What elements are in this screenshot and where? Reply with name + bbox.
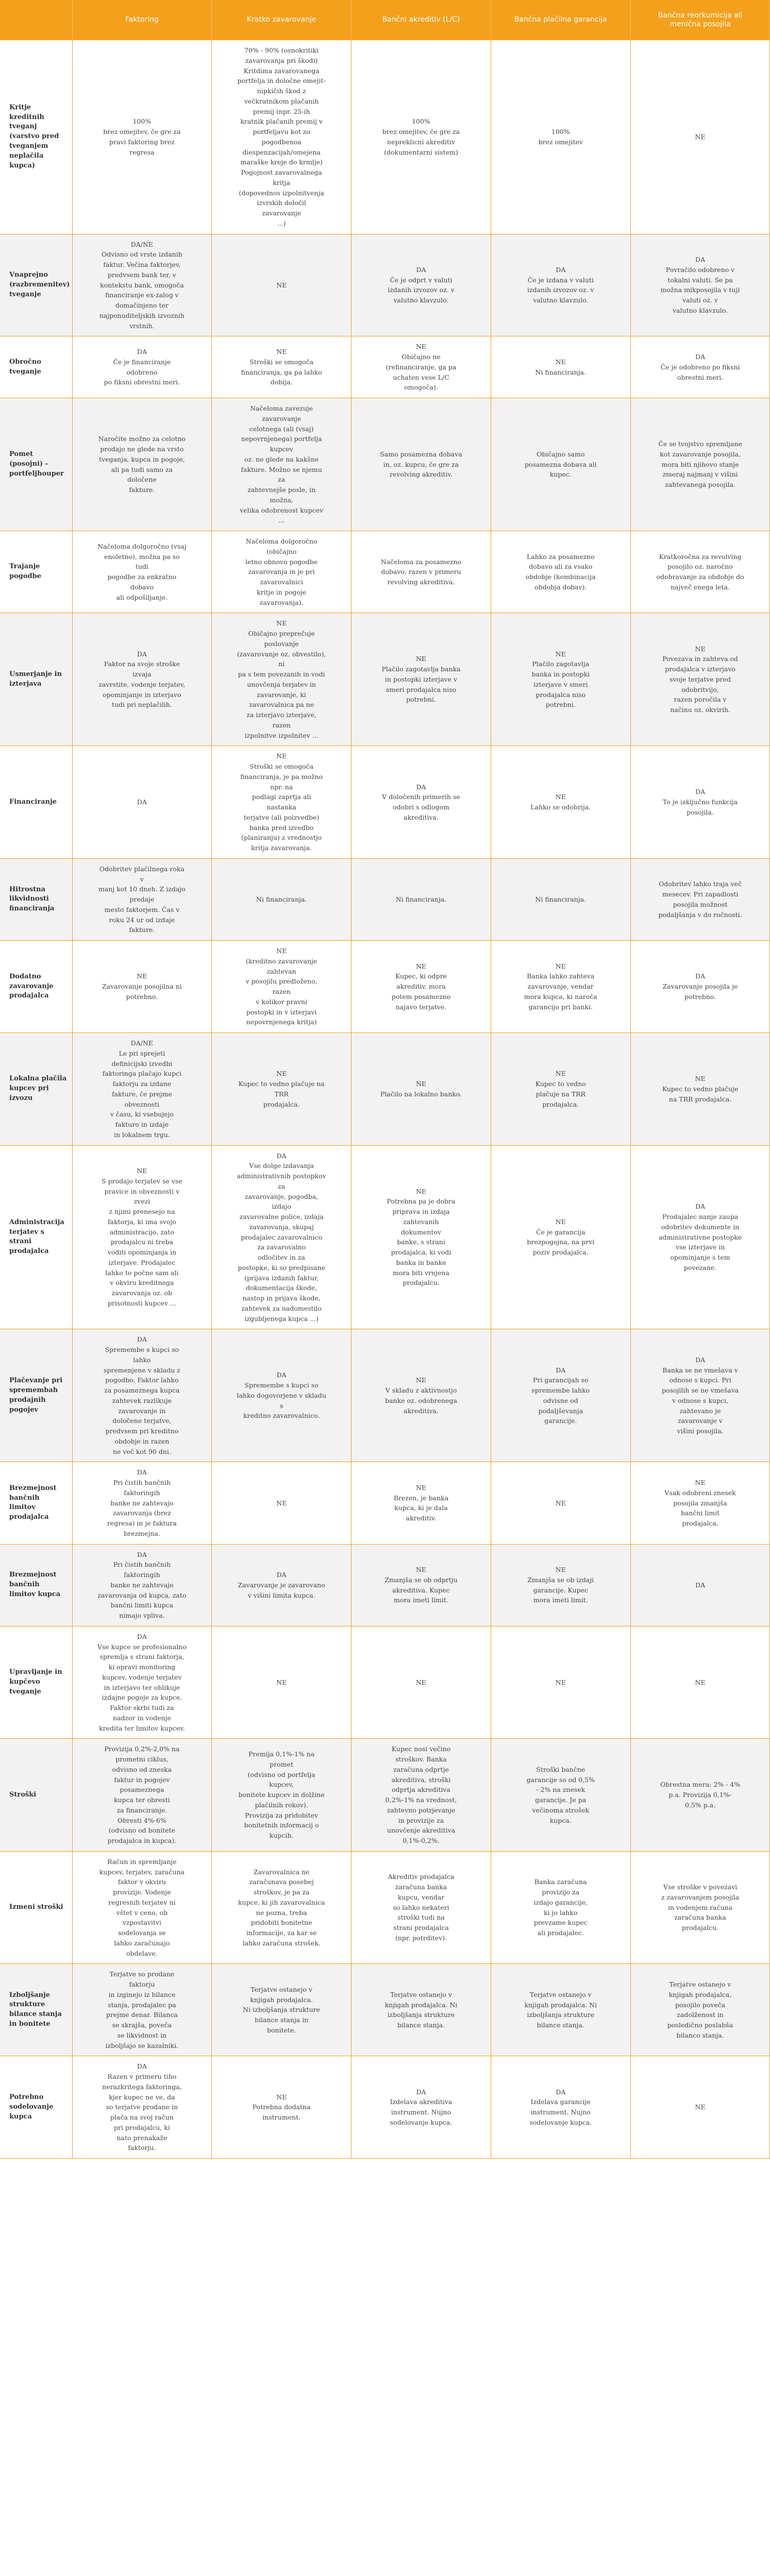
cell-bancna-garancija: 100% brez omejitev bbox=[491, 40, 630, 234]
cell-kratko-zavarovanje: NE Kupec to vedno plačuje na TRR prodajalca. bbox=[212, 1033, 351, 1146]
cell-faktoring: DA Spremembe s kupci so lahko spremenjene v skladu z pogodbo. Faktor lahko za posameznega kupca zahtevek razlikuje zavarovanje in določene terjatve, predvsem pri kreditno obdobje in razen ne več kot 90 dni. bbox=[72, 1329, 212, 1462]
cell-faktoring: Načeloma dolgoročno (vsaj enoletno), možna pa so tudi pogodbe za enkratno dobavo ali odpošiljanje. bbox=[72, 531, 212, 613]
cell-faktoring: DA Faktor na svoje stroške izvaja zavrstite, vodenje terjatev, opominjanje in izterjavo tudi pri neplačilih. bbox=[72, 613, 212, 746]
cell-kratko-zavarovanje: NE bbox=[212, 1626, 351, 1739]
header-faktoring: Faktoring bbox=[72, 0, 212, 40]
cell-faktoring: DA Če je financiranje odobreno po fiksni obrestni meri. bbox=[72, 336, 212, 398]
cell-kratko-zavarovanje: NE Stroški se omogoča financiranja, ga pa lahko dobija. bbox=[212, 336, 351, 398]
cell-bancna-garancija: DA Izdelava garancije instrument. Nujno sodelovanje kupca. bbox=[491, 2056, 630, 2159]
cell-bancna-reeskontacija: DA Banka se ne vmešava v odnose s kupci. Pri posojilih se ne vmešava v odnose s kupci, zahtevano je zavarovanje v višini posojila. bbox=[630, 1329, 770, 1462]
cell-bancna-reeskontacija: NE bbox=[630, 2056, 770, 2159]
cell-bancni-akreditiv: NE Kupec, ki odpre akreditiv, mora potem posamezno najavo terjatve. bbox=[351, 941, 491, 1033]
cell-bancna-reeskontacija: Obrestna mera: 2% - 4% p.a. Provizija 0,1%- 0,5% p.a. bbox=[630, 1739, 770, 1852]
cell-bancna-reeskontacija: DA bbox=[630, 1544, 770, 1626]
cell-kratko-zavarovanje: Zavarovalnica ne zaračunava posebej stroškov, je pa za kupce, ki jih zavarovalnica ne pozna, treba pridobiti bonitetne informacije, za kar se lahko zaračuna strošek. bbox=[212, 1851, 351, 1964]
cell-bancna-reeskontacija: NE Vsak odobreni znesek posojila zmanjša bančni limit prodajalca. bbox=[630, 1462, 770, 1544]
header-bancna-reeskontacija: Bančna reorkumicija ali menična posojila bbox=[630, 0, 770, 40]
row-label: Upravljanje in kupčevo tveganje bbox=[0, 1626, 72, 1739]
cell-faktoring: DA bbox=[72, 746, 212, 859]
header-bancni-akreditiv: Bančni akreditiv (L/C) bbox=[351, 0, 491, 40]
cell-bancna-reeskontacija: Terjatve ostanejo v knjigah prodajalca, posojilo poveča zadolženost in posledično poslabša bilanco stanja. bbox=[630, 1964, 770, 2056]
cell-faktoring: Odobritev plačilnega roka v manj kot 10 dneh. Z izdajo predaje mesto faktorjem. Čas v roku 24 ur od izdaje fakture. bbox=[72, 858, 212, 940]
cell-kratko-zavarovanje: NE bbox=[212, 234, 351, 336]
table-row bbox=[0, 1033, 770, 1146]
cell-kratko-zavarovanje: NE bbox=[212, 1462, 351, 1544]
cell-bancni-akreditiv: NE V skladu z aktivnostjo banke oz. odobrenega akreditiva. bbox=[351, 1329, 491, 1462]
cell-kratko-zavarovanje: Ni financiranja. bbox=[212, 858, 351, 940]
cell-bancna-reeskontacija: DA Zavarovanje posojila je potrebno. bbox=[630, 941, 770, 1033]
cell-bancni-akreditiv: Terjatve ostanejo v knjigah prodajalca. Ni izboljšanja strukture bilance stanja. bbox=[351, 1964, 491, 2056]
cell-bancni-akreditiv: DA Če je odprt v valuti izdanih izvozov oz. v valutno klavzulo. bbox=[351, 234, 491, 336]
cell-bancna-reeskontacija: Če se tvojstvo spremljane kot zavarovanje posojila, mora biti njihovo stanje zmeraj najmanj v višini zahtevanega posojila. bbox=[630, 398, 770, 531]
cell-faktoring: NE S prodajo terjatev se vse pravice in obveznosti v zvezi z njimi prenesejo na faktorja, ki ima svojo administracijo, zato prodajalcu ni treba voditi opominjanja in izterjave. Prodajalec lahko to počne sam ali v okviru kreditnega zavarovanja oz. ob prisotnosti kupcev ... bbox=[72, 1145, 212, 1329]
cell-bancna-reeskontacija: Vse stroške v povezavi z zavarovanjem posojila in vodenjem računa zaračuna banka prodajalcu. bbox=[630, 1851, 770, 1964]
cell-faktoring: Račun in spremljanje kupcev, terjatev, zaračuna faktor v okviru provizije. Vodenje regresnih terjatev ni vštet v ceno, ob vzpostavitvi sodelovanja se lahko zaračunajo obdelave. bbox=[72, 1851, 212, 1964]
row-label: Izboljšanje strukture bilance stanja in bonitete bbox=[0, 1964, 72, 2056]
cell-faktoring: DA Pri čistih bančnih faktoringih banke ne zahtevajo zavarovanja (brez regresa) in je faktura brezmejna. bbox=[72, 1462, 212, 1544]
cell-bancni-akreditiv: Samo posamezna dobava in, oz. kupcu, če gre za revolving akreditiv. bbox=[351, 398, 491, 531]
table-row bbox=[0, 336, 770, 398]
cell-bancni-akreditiv: Načeloma za posamezno dobavo, razen v primeru revolving akreditiva. bbox=[351, 531, 491, 613]
table-row bbox=[0, 1851, 770, 1964]
row-label: Pomet (posojni) - portfeljhouper bbox=[0, 398, 72, 531]
cell-kratko-zavarovanje: NE Potrebna dodatna instrument. bbox=[212, 2056, 351, 2159]
cell-kratko-zavarovanje: Načeloma dolgoročno (običajno letno obnovo pogodbe zavarovanja in je pri zavarovalnici kritje in pogoje zavarovanja). bbox=[212, 531, 351, 613]
cell-kratko-zavarovanje: DA Spremembe s kupci so lahko dogovorjene v skladu s kreditno zavarovalnico. bbox=[212, 1329, 351, 1462]
cell-faktoring: DA/NE Le pri sprejeti definicijski izvedbi faktoringa plačajo kupci faktorju za izdane fakture, če prejme obveznosti v času, ki vsebujejo fakturo in izdaje in lokalnem trgu. bbox=[72, 1033, 212, 1146]
cell-bancni-akreditiv: Ni financiranja. bbox=[351, 858, 491, 940]
table-row bbox=[0, 858, 770, 940]
row-label: Obročno tveganje bbox=[0, 336, 72, 398]
cell-bancni-akreditiv: NE bbox=[351, 1626, 491, 1739]
header-kratko-zavarovanje: Kratko zavarovanje bbox=[212, 0, 351, 40]
cell-kratko-zavarovanje: DA Vse dolge izdavanja administrativnih postopkov za zavarovanje, pogodba, izdajo zavarovalne police, izdaja zavarovanja, skupaj prodajalec zavarovalnico za zavarovalno odločitev in za postopke, ki so predpisane (prijava izdanih faktur, dokumentacija škode, nastop in prijava škode, zahtevek za nadomestilo izgubljenega kupca ...) bbox=[212, 1145, 351, 1329]
cell-bancni-akreditiv: NE Plačilo zagotavlja banka in postopki izterjave v smeri prodajalca niso potrebni. bbox=[351, 613, 491, 746]
cell-kratko-zavarovanje: NE Običajno preprečuje poslovanje (zavarovanje oz. obvestilo), ni pa s tem povezanih in vodi unovčenja terjatev in zavarovanje, ki zavarovalnica pa ne za izterjavo izterjave, razen izpolnitve izpolnitev ... bbox=[212, 613, 351, 746]
row-label: Izmeni stroški bbox=[0, 1851, 72, 1964]
table-row bbox=[0, 1544, 770, 1626]
cell-bancni-akreditiv: DA V določenih primerih se odobri s odlogom akreditiva. bbox=[351, 746, 491, 859]
table-row bbox=[0, 1145, 770, 1329]
cell-bancna-reeskontacija: DA Povračilo odobreno v tokalni valuti. Se pa možna mikposojila v tuji valuti oz. v valutno klavzulo. bbox=[630, 234, 770, 336]
cell-bancna-garancija: NE bbox=[491, 1462, 630, 1544]
cell-bancni-akreditiv: 100% brez omejitev, če gre za nepreklicni akreditiv (dokumentarni sistem) bbox=[351, 40, 491, 234]
cell-bancna-reeskontacija: Odobritev lahko traja več mesecev. Pri zapadlosti posojila možnost podaljšanja v do ročnosti. bbox=[630, 858, 770, 940]
row-label: Administracija terjatev s strani prodajalca bbox=[0, 1145, 72, 1329]
cell-faktoring: NE Zavarovanje posojilna ni potrebno. bbox=[72, 941, 212, 1033]
row-label: Plačevanje pri spremembah prodajnih pogojev bbox=[0, 1329, 72, 1462]
table-row bbox=[0, 1739, 770, 1852]
cell-bancni-akreditiv: NE Zmanjša se ob odprtju akreditiva. Kupec mora imeti limit. bbox=[351, 1544, 491, 1626]
row-label: Potrebno sodelovanje kupca bbox=[0, 2056, 72, 2159]
table-row bbox=[0, 1329, 770, 1462]
table-row bbox=[0, 1462, 770, 1544]
row-label: Brezmejnost bančnih limitov kupca bbox=[0, 1544, 72, 1626]
row-label: Financiranje bbox=[0, 746, 72, 859]
header-corner bbox=[0, 0, 72, 40]
cell-kratko-zavarovanje: Premija 0,1%-1% na promet (odvisno od portfelja kupcev, bonitete kupcev in dolžine plačilnih rokov). Provizija za pridobitev bonitetnih informacij o kupcih. bbox=[212, 1739, 351, 1852]
table-row bbox=[0, 941, 770, 1033]
cell-bancna-reeskontacija: DA Prodajalec nanje zaupa odobritev dokumente in administrativne postopke vse izterjave in opominjanje s tem povezane. bbox=[630, 1145, 770, 1329]
cell-bancna-garancija: Terjatve ostanejo v knjigah prodajalca. Ni izboljšanja strukture bilance stanja. bbox=[491, 1964, 630, 2056]
cell-bancna-garancija: Ni financiranja. bbox=[491, 858, 630, 940]
row-label: Dodatno zavarovanje prodajalca bbox=[0, 941, 72, 1033]
cell-bancna-garancija: NE Plačilo zagotavlja banka in postopki izterjave v smeri prodajalca niso potrebni. bbox=[491, 613, 630, 746]
cell-faktoring: Provizija 0,2%-2,0% na prometni ciklus, odvisno od zneska faktur in pogojev posameznega kupca ter obresti za financiranje. Obresti 4%-6% (odvisno od bonitete prodajalca in kupca). bbox=[72, 1739, 212, 1852]
table-row bbox=[0, 613, 770, 746]
table-row bbox=[0, 40, 770, 234]
row-label: Stroški bbox=[0, 1739, 72, 1852]
cell-kratko-zavarovanje: Načeloma zavezuje zavarovanje celotnega (ali (vsaj) nepovrnjenega) portfelja kupcev oz. ne glede na kakšne fakture. Možno se njemu za zahtevnejše posle, in možna, velika odobrenost kupcev ... bbox=[212, 398, 351, 531]
cell-bancna-reeskontacija: DA Če je odobreno po fiksni obrestni meri. bbox=[630, 336, 770, 398]
cell-bancna-garancija: NE Zmanjša se ob izdaji garancije. Kupec mora imeti limit. bbox=[491, 1544, 630, 1626]
table-header bbox=[0, 0, 770, 40]
row-label: Kritje kreditnih tveganj (varstvo pred tveganjem neplačila kupca) bbox=[0, 40, 72, 234]
cell-bancni-akreditiv: DA Izdelava akreditiva instrument. Nujno sodelovanje kupca. bbox=[351, 2056, 491, 2159]
cell-bancna-garancija: NE Ni financiranja. bbox=[491, 336, 630, 398]
cell-bancna-reeskontacija: NE bbox=[630, 40, 770, 234]
cell-bancna-reeskontacija: NE Kupec to vedno plačuje na TRR prodajalca. bbox=[630, 1033, 770, 1146]
table-row bbox=[0, 1626, 770, 1739]
cell-bancna-garancija: DA Če je izdana v valuti izdanih izvozov oz. v valutno klavzulo. bbox=[491, 234, 630, 336]
row-label: Lokalna plačila kupcev pri izvozu bbox=[0, 1033, 72, 1146]
cell-bancna-garancija: NE Banka lahko zahteva zavarovanje, vendar mora kupca, ki naroča garancijo pri banki. bbox=[491, 941, 630, 1033]
cell-kratko-zavarovanje: NE (kreditno zavarovanje zahtevan v posojilu predloženo, razen v kolikor pravni postopki in v izterjavi nepovrnjenega kritja) bbox=[212, 941, 351, 1033]
cell-kratko-zavarovanje: 70% - 90% (osnokritiki zavarovanja pri škodi) Kritdima zavarovanega portfelja in določne omejit- nipkičih škod z večkratnikom plačanih premij (npr. 25-ih kratnik plačanih premij v portfeljavu kot zo pogodbenoa diespenzacijah/omejena maraške kreje do krmlje) Pogojnost zavarovalnega kritja (dopovednos izpolnitvenja izvrskih določil zavarovanje ...) bbox=[212, 40, 351, 234]
row-label: Usmerjanje in izterjava bbox=[0, 613, 72, 746]
cell-bancni-akreditiv: Kupec nosi večino stroškov. Banka zaračuna odprtje akreditiva, stroški odprtja akreditiva 0,2%-1% na vrednost, zahtevno potrjevanje in provizije za unovčenje akreditiva 0,1%-0,2%. bbox=[351, 1739, 491, 1852]
cell-bancna-garancija: NE Kupec to vedno plačuje na TRR prodajalca. bbox=[491, 1033, 630, 1146]
table-row bbox=[0, 531, 770, 613]
table-row bbox=[0, 234, 770, 336]
cell-kratko-zavarovanje: Terjatve ostanejo v knjigah prodajalca. Ni izboljšanja strukture bilance stanja in bonitete. bbox=[212, 1964, 351, 2056]
cell-faktoring: DA Vse kupce se profesionalno spremlja s strani faktorja, ki opravi monitoring kupcev, vodenje terjatev in izterjavo ter oblikuje izdajne pogoje za kupce. Faktor skrbi tudi za nadzor in vodenje kredita ter limitov kupcev. bbox=[72, 1626, 212, 1739]
cell-faktoring: DA/NE Odvisno od vrste izdanih faktur. Večina faktorjev, predvsem bank ter, v kontekstu bank, omogoča financiranje ex-zalog v domačinjeno ter najponuditeljskih izvoznih vrstnih. bbox=[72, 234, 212, 336]
cell-bancna-garancija: Stroški bančne garancije so od 0,5% - 2% na znesek garancije. Je pa večinoma strošek kupca. bbox=[491, 1739, 630, 1852]
cell-bancni-akreditiv: NE Običajno ne (refinanciranje, ga pa uchaten vese L/C omogoča). bbox=[351, 336, 491, 398]
row-label: Brezmejnost bančnih limitov prodajalca bbox=[0, 1462, 72, 1544]
cell-bancna-garancija: NE bbox=[491, 1626, 630, 1739]
cell-faktoring: DA Pri čistih bančnih faktoringih banke ne zahtevajo zavarovanja od kupca, zato bančni limiti kupca nimajo vpliva. bbox=[72, 1544, 212, 1626]
cell-faktoring: Naročite možno za celotno prodajo ne glede na vrsto tveganja, kupca in pogoje, ali pa tudi samo za določene fakture. bbox=[72, 398, 212, 531]
row-label: Vnaprejno (razbremenitev) tveganje bbox=[0, 234, 72, 336]
cell-bancna-garancija: Banka zaračuna provizijo za izdajo garancije, ki jo lahko prevzame kupec ali prodajalec. bbox=[491, 1851, 630, 1964]
table-row bbox=[0, 2056, 770, 2159]
cell-faktoring: DA Razen v primeru tiho nerazkritega faktoringa, kjer kupec ne ve, da so terjatve prodane in plača na svoj račun pri prodajalcu, ki nato prenakaže faktorju. bbox=[72, 2056, 212, 2159]
cell-bancna-garancija: Običajno samo posamezna dobava ali kupec. bbox=[491, 398, 630, 531]
cell-bancni-akreditiv: NE Potrebna pa je dobra priprava in izdaja zahtevanih dokumentov banke, s strani prodajalca, ki vodi banka in banke mora biti vrnjena prodajalcu. bbox=[351, 1145, 491, 1329]
cell-kratko-zavarovanje: DA Zavarovanje je zavarovano v višini limita kupca. bbox=[212, 1544, 351, 1626]
cell-faktoring: 100% brez omejitev, če gre za pravi faktoring brez regresa bbox=[72, 40, 212, 234]
cell-bancni-akreditiv: NE Brezen, je banka kupca, ki je dala akreditiv. bbox=[351, 1462, 491, 1544]
table-body bbox=[0, 40, 770, 2159]
cell-bancna-reeskontacija: NE bbox=[630, 1626, 770, 1739]
row-label: Hitrostna likvidnosti financiranja bbox=[0, 858, 72, 940]
cell-bancna-garancija: NE Če je garancija brezpogojna, na prvi poziv prodajalca. bbox=[491, 1145, 630, 1329]
cell-bancna-garancija: DA Pri garancijah so spremembe lahko odvisne od podaljševanja garancije. bbox=[491, 1329, 630, 1462]
table-row bbox=[0, 1964, 770, 2056]
table-row bbox=[0, 398, 770, 531]
cell-bancna-reeskontacija: DA To je izključno funkcija posojila. bbox=[630, 746, 770, 859]
cell-faktoring: Terjatve so prodane faktorju in izginejo iz bilance stanja, prodajalec pa prejme denar. Bilanca se skrajša, poveča se likvidnost in izboljšajo se kazalniki. bbox=[72, 1964, 212, 2056]
cell-bancna-garancija: NE Lahko se odobrija. bbox=[491, 746, 630, 859]
table-row bbox=[0, 746, 770, 859]
cell-bancni-akreditiv: NE Plačilo na lokalno banko. bbox=[351, 1033, 491, 1146]
cell-kratko-zavarovanje: NE Stroški se omogoča financiranja, je pa možno npr. na podlagi zaprtja ali nastanka terjatve (ali poizvedbe) banka pred izvedbo (planiranju) z vrednostjo kritja zavarovanja. bbox=[212, 746, 351, 859]
cell-bancni-akreditiv: Akreditiv prodajalca zaračuna banka kupcu, vendar so lahko nekateri stroški tudi na strani prodajalca (npr. potrditev). bbox=[351, 1851, 491, 1964]
cell-bancna-reeskontacija: NE Povezava in zahteva od prodajalca v izterjavo svoje terjatve pred odobritvijo, razen poročila v načinu oz. okvirih. bbox=[630, 613, 770, 746]
cell-bancna-garancija: Lahko za posamezno dobavo ali za vsako obdobje (kombinacija obdobja dobav). bbox=[491, 531, 630, 613]
cell-bancna-reeskontacija: Kratkoročna za revolving posojilo oz. naročno odobravanje za obdobje do največ enega leta. bbox=[630, 531, 770, 613]
header-bancna-garancija: Bančna plačilna garancija bbox=[491, 0, 630, 40]
row-label: Trajanje pogodbe bbox=[0, 531, 72, 613]
